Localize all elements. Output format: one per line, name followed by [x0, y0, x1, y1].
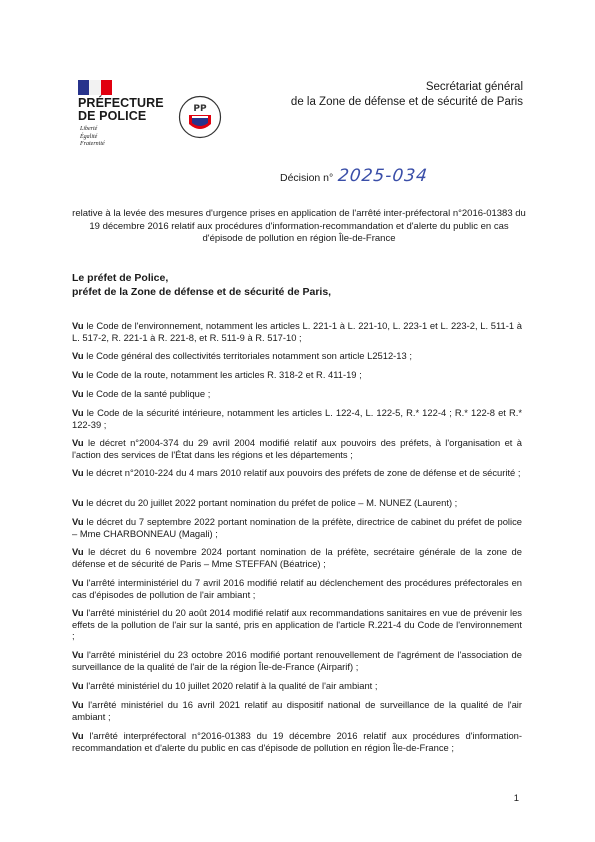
- consideration-text: l'arrêté ministériel du 20 août 2014 modifié relatif aux recommandations sanitaires en vue de prévenir les effets de la pollution de l'air sur la santé, pris en application de l'article R.221-4 du Code de l'environnement ;: [72, 607, 522, 641]
- marianne-flag-icon: [78, 80, 112, 95]
- vu-prefix: Vu: [72, 546, 84, 557]
- consideration-item: [72, 546, 522, 569]
- consideration-item: [72, 437, 522, 460]
- page-number: 1: [513, 793, 519, 804]
- signer-line-2: préfet de la Zone de défense et de sécurité de Paris,: [72, 285, 332, 298]
- consideration-item: [72, 607, 522, 642]
- consideration-item: [72, 350, 522, 362]
- vu-prefix: Vu: [72, 730, 84, 741]
- prefecture-line-1: PRÉFECTURE: [78, 96, 164, 110]
- prefecture-line-2: DE POLICE: [78, 109, 147, 123]
- consideration-text: l'arrêté interministériel du 7 avril 2016 modifié relatif au déclenchement des procédures préfectorales en cas d'épisodes de pollution de l'air ambiant ;: [72, 577, 522, 600]
- consideration-text: le Code de la route, notamment les articles R. 318-2 et R. 411-19 ;: [83, 369, 362, 380]
- prefecture-logo-text: [78, 97, 164, 123]
- consideration-text: le décret n°2010-224 du 4 mars 2010 relatif aux pouvoirs des préfets de zone de défense et de sécurité ;: [83, 467, 521, 478]
- vu-prefix: Vu: [72, 577, 84, 588]
- police-emblem-icon: [178, 95, 222, 139]
- consideration-item: [72, 730, 522, 753]
- vu-prefix: Vu: [72, 467, 84, 478]
- vu-prefix: Vu: [72, 369, 84, 380]
- consideration-item: [72, 320, 522, 343]
- vu-prefix: Vu: [72, 516, 84, 527]
- vu-prefix: Vu: [72, 320, 84, 331]
- secretariat-line-1: Secrétariat général: [425, 81, 523, 93]
- motto-fraternite: Fraternité: [80, 141, 105, 147]
- consideration-text: le Code de l'environnement, notamment les articles L. 221-1 à L. 221-10, L. 223-1 et L. 223-2, L. 511-1 à L. 517-2, R. 221-1 à R. 221-8, et R. 511-9 à R. 517-10 ;: [72, 320, 522, 343]
- consideration-text: l'arrêté ministériel du 10 juillet 2020 relatif à la qualité de l'air ambiant ;: [83, 680, 378, 691]
- consideration-item: [72, 388, 522, 400]
- secretariat-header: [291, 80, 523, 110]
- consideration-text: le décret du 20 juillet 2022 portant nomination du préfet de police – M. NUNEZ (Laurent) ;: [83, 497, 458, 508]
- emblem-text: PP: [193, 104, 207, 114]
- consideration-item: [72, 497, 522, 509]
- consideration-text: le Code de la santé publique ;: [83, 388, 211, 399]
- decision-label: Décision n°: [280, 172, 334, 184]
- consideration-item: [72, 699, 522, 722]
- consideration-text: le Code de la sécurité intérieure, notamment les articles L. 122-4, L. 122-5, R.* 122-4 ; R.* 122-8 et R.* 122-39 ;: [72, 407, 522, 430]
- decision-handwritten-number: 2025-034: [337, 166, 430, 186]
- republic-motto: [80, 126, 105, 149]
- consideration-item: [72, 680, 522, 692]
- consideration-item: [72, 369, 522, 381]
- consideration-text: le décret n°2004-374 du 29 avril 2004 modifié relatif aux pouvoirs des préfets, à l'organisation et à l'action des services de l'État dans les régions et les départements ;: [72, 437, 522, 460]
- consideration-item: [72, 577, 522, 600]
- consideration-text: l'arrêté ministériel du 23 octobre 2016 modifié portant renouvellement de l'agrément de l'association de surveillance de la qualité de l'air de la région Île-de-France (Airparif) ;: [72, 649, 522, 672]
- vu-prefix: Vu: [72, 680, 84, 691]
- vu-prefix: Vu: [72, 649, 84, 660]
- vu-prefix: Vu: [72, 350, 84, 361]
- consideration-text: l'arrêté interpréfectoral n°2016-01383 du 19 décembre 2016 relatif aux procédures d'information-recommandation et d'alerte du public en cas d'épisode de pollution en région Île-de-France ;: [72, 730, 522, 753]
- vu-prefix: Vu: [72, 407, 84, 418]
- vu-prefix: Vu: [72, 388, 84, 399]
- decision-number: [280, 166, 428, 186]
- motto-egalite: Égalité: [80, 133, 98, 140]
- vu-prefix: Vu: [72, 699, 84, 710]
- vu-prefix: Vu: [72, 497, 84, 508]
- consideration-text: le décret du 6 novembre 2024 portant nomination de la préfète, secrétaire générale de la zone de défense et de sécurité de Paris – Mme STEFFAN (Béatrice) ;: [72, 546, 522, 569]
- consideration-text: l'arrêté ministériel du 16 avril 2021 relatif au dispositif national de surveillance de la qualité de l'air ambiant ;: [72, 699, 522, 722]
- consideration-item: [72, 407, 522, 430]
- consideration-text: le Code général des collectivités territoriales notamment son article L2512-13 ;: [83, 350, 412, 361]
- secretariat-line-2: de la Zone de défense et de sécurité de Paris: [290, 96, 523, 108]
- motto-liberte: Liberté: [80, 126, 98, 132]
- consideration-text: le décret du 7 septembre 2022 portant nomination de la préfète, directrice de cabinet du préfet de police – Mme CHARBONNEAU (Magali) ;: [72, 516, 522, 539]
- vu-prefix: Vu: [72, 607, 84, 618]
- signer-block: [72, 272, 331, 299]
- consideration-item: [72, 649, 522, 672]
- decision-subject: relative à la levée des mesures d'urgence prises en application de l'arrêté inter-préfectoral n°2016-01383 du 19 décembre 2016 relatif aux procédures d'information-recommandation et d'alerte du public en cas d'épisode de pollution en région Île-de-France: [72, 208, 526, 244]
- consideration-item: [72, 516, 522, 539]
- vu-prefix: Vu: [72, 437, 84, 448]
- signer-line-1: Le préfet de Police,: [72, 272, 169, 284]
- consideration-item: [72, 467, 522, 479]
